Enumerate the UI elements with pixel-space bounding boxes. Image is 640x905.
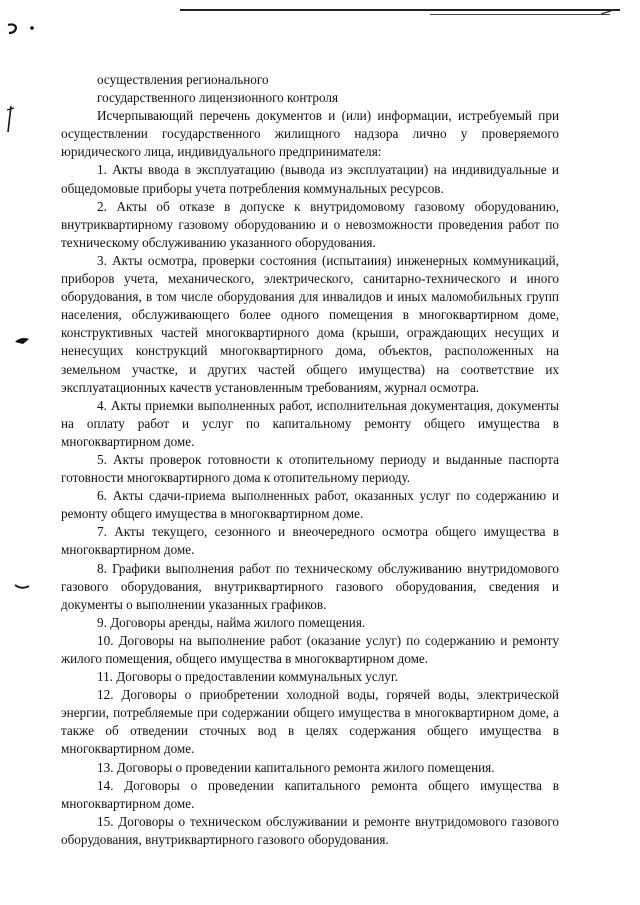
scan-artifact-tick	[600, 6, 612, 18]
scan-artifact-corner-mark	[6, 22, 36, 36]
list-item: 14. Договоры о проведении капитального ремонта общего имущества в многоквартирном доме.	[61, 777, 559, 811]
list-item: 6. Акты сдачи-приема выполненных работ, оказанных услуг по содержанию и ремонту общего имущества в многоквартирном доме.	[61, 488, 559, 522]
list-item: 10. Договоры на выполнение работ (оказание услуг) по содержанию и ремонту жилого помещения, общего имущества в многоквартирном доме.	[61, 632, 559, 666]
list-item: 13. Договоры о проведении капитального ремонта жилого помещения.	[97, 759, 495, 775]
list-item: 11. Договоры о предоставлении коммунальных услуг.	[97, 669, 399, 685]
scan-artifact-hole-punch-2	[14, 583, 30, 591]
list-item: 1. Акты ввода в эксплуатацию (вывода из эксплуатации) на индивидуальные и общедомовые приборы учета потребления коммунальных ресурсов.	[61, 162, 559, 196]
scan-artifact-hole-punch-1	[14, 336, 30, 346]
document-body	[61, 71, 559, 849]
list-item: 8. Графики выполнения работ по техническому обслуживанию внутридомового газового оборудования, внутриквартирного газового оборудования, сведения и документы о выполнении указанных графиков.	[61, 560, 559, 612]
document-item-list	[61, 161, 559, 849]
scan-artifact-top-line-secondary	[430, 14, 610, 15]
list-item: 3. Акты осмотра, проверки состояния (испытаиия) инженерных коммуникаций, приборов учета, механического, электрического, санитарно-технического и иного оборудования, в том числе оборудования для инвалидов и иных маломобильных групп населения, обслуживающего более одного помещения в многоквартирном доме, конструктивных частей многоквартирного дома (крыши, ограждающих несущих и ненесущих конструкций многоквартирного дома, объектов, расположенных на земельном участке, и других частей общего имущества) на соответствие их эксплуатационных качеств установленным требованиям, журнал осмотра.	[61, 252, 559, 395]
list-item: 15. Договоры о техническом обслуживании и ремонте внутридомового газового оборудования, внутриквартирного газового оборудования.	[61, 813, 559, 847]
list-item: 2. Акты об отказе в допуске к внутридомовому газовому оборудованию, внутриквартирному газовому оборудованию и о невозможности проведения работ по техническому обслуживанию указанного оборудования.	[61, 198, 559, 250]
scan-artifact-top-line	[180, 9, 620, 11]
heading-line-1: осуществления регионального	[97, 72, 269, 87]
list-item: 12. Договоры о приобретении холодной воды, горячей воды, электрической энергии, потребляемые при содержании общего имущества в многоквартирном доме, а также об отведении сточных вод в целях содержания общего имущества в многоквартирном доме.	[61, 687, 559, 757]
list-item: 4. Акты приемки выполненных работ, исполнительная документация, документы на оплату работ и услуг по капитальному ремонту общего имущества в многоквартирном доме.	[61, 397, 559, 449]
intro-paragraph: Исчерпывающий перечень документов и (или) информации, истребуемый при осуществлении государственного жилищного надзора лично у проверяемого юридического лица, индивидуального предпринимателя:	[61, 108, 559, 160]
list-item: 7. Акты текущего, сезонного и внеочередного осмотра общего имущества в многоквартирном доме.	[61, 524, 559, 558]
scan-artifact-left-stroke	[2, 104, 18, 134]
list-item: 5. Акты проверок готовности к отопительному периоду и выданные паспорта готовности многоквартирного дома к отопительному периоду.	[61, 451, 559, 486]
list-item: 9. Договоры аренды, найма жилого помещения.	[97, 614, 366, 630]
heading-line-2: государственного лицензионного контроля	[97, 90, 339, 106]
